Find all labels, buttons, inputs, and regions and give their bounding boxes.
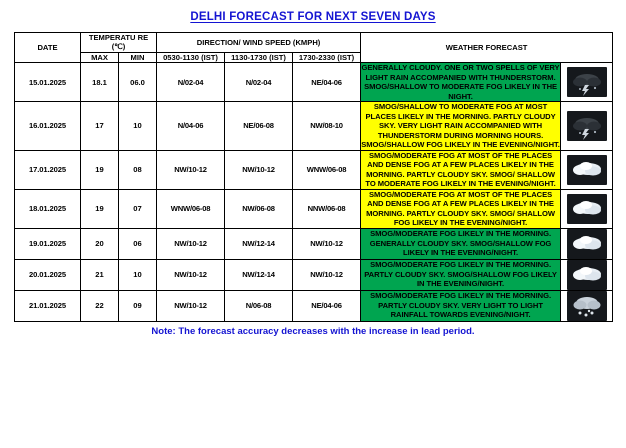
cell-date: 17.01.2025 bbox=[15, 150, 81, 189]
header-max: MAX bbox=[81, 52, 119, 62]
cell-min-temp: 08 bbox=[119, 150, 157, 189]
cell-date: 20.01.2025 bbox=[15, 259, 81, 290]
cell-weather-icon bbox=[561, 228, 613, 259]
cell-weather-forecast: SMOG/MODERATE FOG LIKELY IN THE MORNING. PARTLY CLOUDY SKY. SMOG/SHALLOW FOG LIKELY IN THE EVENING/NIGHT. bbox=[361, 259, 561, 290]
table-body bbox=[15, 63, 613, 321]
cell-min-temp: 06 bbox=[119, 228, 157, 259]
cell-weather-icon bbox=[561, 63, 613, 102]
cell-wind-1730-2330: WNW/06-08 bbox=[293, 150, 361, 189]
cell-min-temp: 10 bbox=[119, 259, 157, 290]
cell-date: 21.01.2025 bbox=[15, 290, 81, 321]
page-title: DELHI FORECAST FOR NEXT SEVEN DAYS bbox=[190, 11, 436, 23]
cell-wind-1130-1730: NW/06-08 bbox=[225, 189, 293, 228]
cell-max-temp: 17 bbox=[81, 102, 119, 150]
table-row bbox=[15, 102, 613, 150]
cell-weather-icon bbox=[561, 259, 613, 290]
cell-weather-forecast: SMOG/MODERATE FOG AT MOST OF THE PLACES AND DENSE FOG AT A FEW PLACES LIKELY IN THE MORNING. PARTLY CLOUDY SKY. SMOG/ SHALLOW TO MODERATE FOG LIKELY IN THE EVENING/NIGHT. bbox=[361, 150, 561, 189]
cell-wind-0530-1130: NW/10-12 bbox=[157, 290, 225, 321]
cell-wind-1730-2330: NW/10-12 bbox=[293, 259, 361, 290]
footer-note: Note: The forecast accuracy decreases with the increase in lead period. bbox=[151, 325, 475, 337]
table-row bbox=[15, 189, 613, 228]
cell-wind-0530-1130: N/02-04 bbox=[157, 63, 225, 102]
table-row bbox=[15, 228, 613, 259]
cell-wind-0530-1130: WNW/06-08 bbox=[157, 189, 225, 228]
cell-wind-1130-1730: NW/12-14 bbox=[225, 228, 293, 259]
cell-wind-1130-1730: NE/06-08 bbox=[225, 102, 293, 150]
header-slot-0530-1130: 0530-1130 (IST) bbox=[157, 52, 225, 62]
cell-weather-icon bbox=[561, 102, 613, 150]
cell-min-temp: 06.0 bbox=[119, 63, 157, 102]
table-row bbox=[15, 150, 613, 189]
cell-min-temp: 09 bbox=[119, 290, 157, 321]
cell-min-temp: 07 bbox=[119, 189, 157, 228]
cell-wind-1730-2330: NW/10-12 bbox=[293, 228, 361, 259]
cell-wind-1730-2330: NE/04-06 bbox=[293, 290, 361, 321]
header-temperature: TEMPERATU RE (℃) bbox=[81, 33, 157, 53]
cell-min-temp: 10 bbox=[119, 102, 157, 150]
cloud-icon bbox=[567, 194, 607, 224]
cell-date: 16.01.2025 bbox=[15, 102, 81, 150]
cell-wind-1130-1730: NW/12-14 bbox=[225, 259, 293, 290]
cell-wind-1730-2330: NNW/06-08 bbox=[293, 189, 361, 228]
header-weather-forecast: WEATHER FORECAST bbox=[361, 33, 613, 63]
cell-max-temp: 21 bbox=[81, 259, 119, 290]
header-min: MIN bbox=[119, 52, 157, 62]
cell-date: 19.01.2025 bbox=[15, 228, 81, 259]
header-row-top bbox=[15, 33, 613, 53]
rain-cloud-icon bbox=[567, 291, 607, 321]
cell-max-temp: 18.1 bbox=[81, 63, 119, 102]
table-row bbox=[15, 259, 613, 290]
cell-weather-forecast: GENERALLY CLOUDY. ONE OR TWO SPELLS OF VERY LIGHT RAIN ACCOMPANIED WITH THUNDERSTORM. SMOG/SHALLOW TO MODERATE FOG LIKELY IN THE NIGHT. bbox=[361, 63, 560, 101]
cloud-icon bbox=[567, 260, 607, 290]
cell-max-temp: 19 bbox=[81, 150, 119, 189]
cell-wind-0530-1130: N/04-06 bbox=[157, 102, 225, 150]
header-direction-wind-speed: DIRECTION/ WIND SPEED (KMPH) bbox=[157, 33, 361, 53]
cell-date: 18.01.2025 bbox=[15, 189, 81, 228]
cell-weather-forecast: SMOG/MODERATE FOG AT MOST OF THE PLACES AND DENSE FOG AT A FEW PLACES LIKELY IN THE MORNING. PARTLY CLOUDY SKY. SMOG/ SHALLOW FOG LIKELY IN THE EVENING/NIGHT. bbox=[361, 189, 561, 228]
cell-wind-1730-2330: NE/04-06 bbox=[293, 63, 361, 102]
header-slot-1730-2330: 1730-2330 (IST) bbox=[293, 52, 361, 62]
cell-weather-icon bbox=[561, 150, 613, 189]
cell-max-temp: 22 bbox=[81, 290, 119, 321]
cell-weather-forecast: SMOG/MODERATE FOG LIKELY IN THE MORNING. PARTLY CLOUDY SKY. VERY LIGHT TO LIGHT RAINFALL TOWARDS EVENING/NIGHT. bbox=[361, 290, 561, 321]
cell-wind-1130-1730: N/06-08 bbox=[225, 290, 293, 321]
thunderstorm-cloud-icon bbox=[567, 67, 607, 97]
cell-wind-1130-1730: NW/10-12 bbox=[225, 150, 293, 189]
cloud-icon bbox=[567, 229, 607, 259]
cell-max-temp: 19 bbox=[81, 189, 119, 228]
cell-weather-icon bbox=[561, 189, 613, 228]
table-header bbox=[15, 33, 613, 63]
page-title-container bbox=[0, 0, 626, 30]
cell-wind-0530-1130: NW/10-12 bbox=[157, 228, 225, 259]
cell-wind-1730-2330: NW/08-10 bbox=[293, 102, 361, 150]
table-row bbox=[15, 63, 613, 102]
thunderstorm-cloud-icon bbox=[567, 111, 607, 141]
cell-date: 15.01.2025 bbox=[15, 63, 81, 102]
cell-weather-icon bbox=[561, 290, 613, 321]
cell-wind-0530-1130: NW/10-12 bbox=[157, 259, 225, 290]
forecast-table bbox=[14, 32, 613, 322]
cell-weather-forecast: SMOG/MODERATE FOG LIKELY IN THE MORNING. GENERALLY CLOUDY SKY. SMOG/SHALLOW FOG LIKELY IN THE EVENING/NIGHT. bbox=[361, 228, 561, 259]
header-date: DATE bbox=[15, 33, 81, 63]
cell-weather-forecast: SMOG/SHALLOW TO MODERATE FOG AT MOST PLACES LIKELY IN THE MORNING. PARTLY CLOUDY SKY. VERY LIGHT RAIN ACCOMPANIED WITH THUNDERSTORM DURING MORNING HOURS. SMOG/SHALLOW FOG LIKELY IN THE EVENING/NIGHT. bbox=[361, 102, 560, 150]
cell-max-temp: 20 bbox=[81, 228, 119, 259]
cloud-icon bbox=[567, 155, 607, 185]
cell-wind-1130-1730: N/02-04 bbox=[225, 63, 293, 102]
cell-wind-0530-1130: NW/10-12 bbox=[157, 150, 225, 189]
header-slot-1130-1730: 1130-1730 (IST) bbox=[225, 52, 293, 62]
table-row bbox=[15, 290, 613, 321]
